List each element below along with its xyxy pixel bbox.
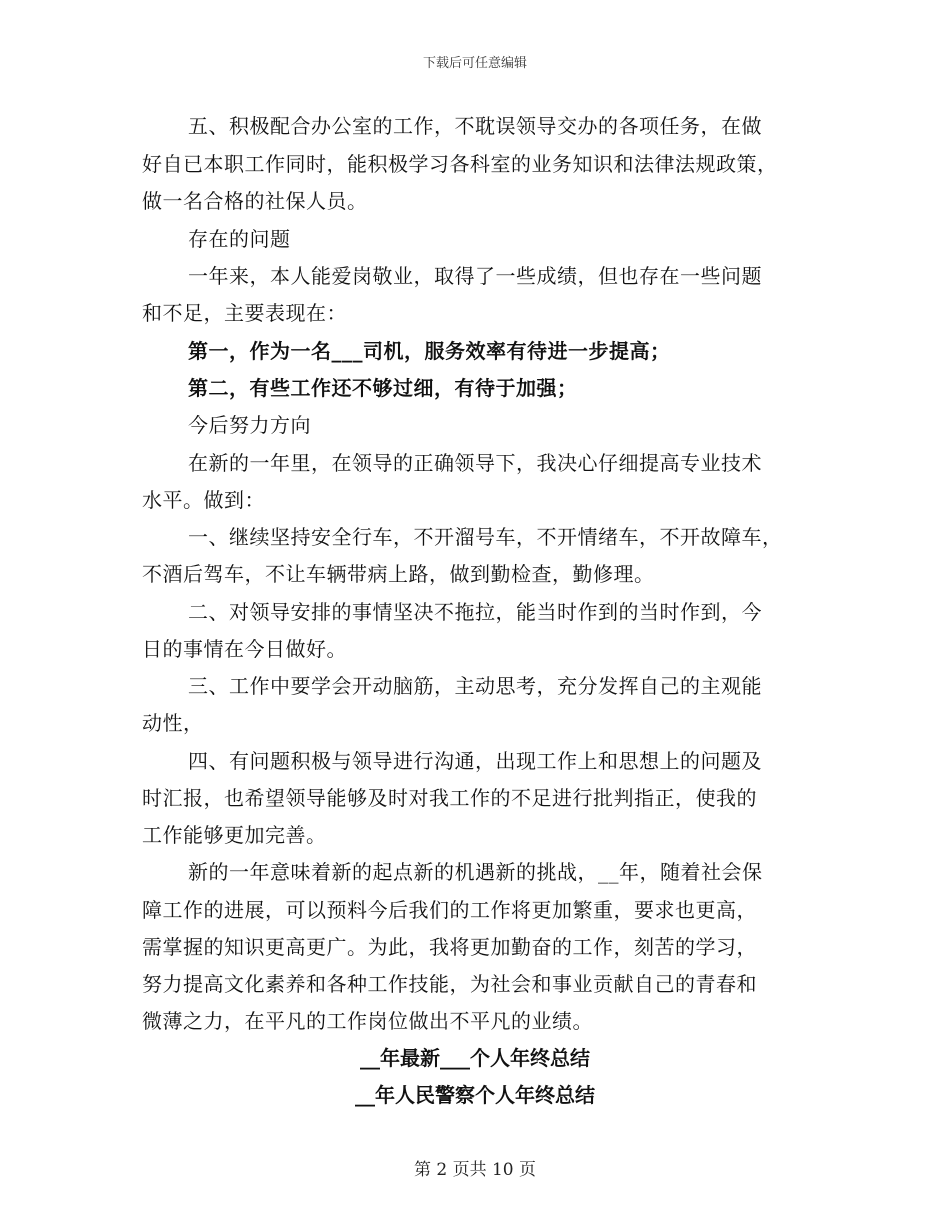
section-title: __年最新___个人年终总结 bbox=[360, 1046, 590, 1070]
paragraph-line: 工作能够更加完善。 bbox=[142, 823, 327, 847]
paragraph-line: 新的一年意味着新的起点新的机遇新的挑战，__年，随着社会保 bbox=[188, 860, 763, 884]
paragraph-line: 一、继续坚持安全行车，不开溜号车，不开情绪车，不开故障车， bbox=[188, 525, 783, 549]
paragraph-line: 需掌握的知识更高更广。为此，我将更加勤奋的工作，刻苦的学习， bbox=[142, 935, 757, 959]
paragraph-line: 四、有问题积极与领导进行沟通，出现工作上和思想上的问题及 bbox=[188, 749, 762, 773]
paragraph-line: 努力提高文化素养和各种工作技能，为社会和事业贡献自己的青春和 bbox=[142, 972, 757, 996]
paragraph-line: 日的事情在今日做好。 bbox=[142, 637, 347, 661]
paragraph-line: 二、对领导安排的事情坚决不拖拉，能当时作到的当时作到，今 bbox=[188, 600, 762, 624]
paragraph-line: 三、工作中要学会开动脑筋，主动思考，充分发挥自己的主观能 bbox=[188, 674, 762, 698]
paragraph-line: 和不足，主要表现在： bbox=[142, 301, 347, 325]
paragraph-line: 在新的一年里，在领导的正确领导下，我决心仔细提高专业技术 bbox=[188, 451, 762, 475]
bold-line: 第二，有些工作还不够过细，有待于加强； bbox=[188, 376, 578, 400]
section-heading: 存在的问题 bbox=[188, 227, 291, 251]
paragraph-line: 障工作的进展，可以预料今后我们的工作将更加繁重，要求也更高， bbox=[142, 898, 757, 922]
bold-line: 第一，作为一名___司机，服务效率有待进一步提高； bbox=[188, 339, 671, 363]
paragraph-line: 动性， bbox=[142, 711, 204, 735]
paragraph-line: 不酒后驾车，不让车辆带病上路，做到勤检查，勤修理。 bbox=[142, 562, 655, 586]
page-header: 下载后可任意编辑 bbox=[422, 56, 527, 71]
paragraph-line: 水平。做到： bbox=[142, 488, 265, 512]
paragraph-line: 做一名合格的社保人员。 bbox=[142, 189, 368, 213]
paragraph-line: 五、积极配合办公室的工作，不耽误领导交办的各项任务，在做 bbox=[188, 114, 762, 138]
paragraph-line: 时汇报，也希望领导能够及时对我工作的不足进行批判指正，使我的 bbox=[142, 786, 757, 810]
section-heading: 今后努力方向 bbox=[188, 413, 311, 437]
paragraph-line: 好自已本职工作同时，能积极学习各科室的业务知识和法律法规政策， bbox=[142, 152, 778, 176]
paragraph-line: 微薄之力，在平凡的工作岗位做出不平凡的业绩。 bbox=[142, 1009, 593, 1033]
page-footer: 第 2 页共 10 页 bbox=[413, 1160, 537, 1180]
paragraph-line: 一年来，本人能爱岗敬业，取得了一些成绩，但也存在一些问题 bbox=[188, 264, 762, 288]
section-title: __年人民警察个人年终总结 bbox=[355, 1083, 595, 1107]
